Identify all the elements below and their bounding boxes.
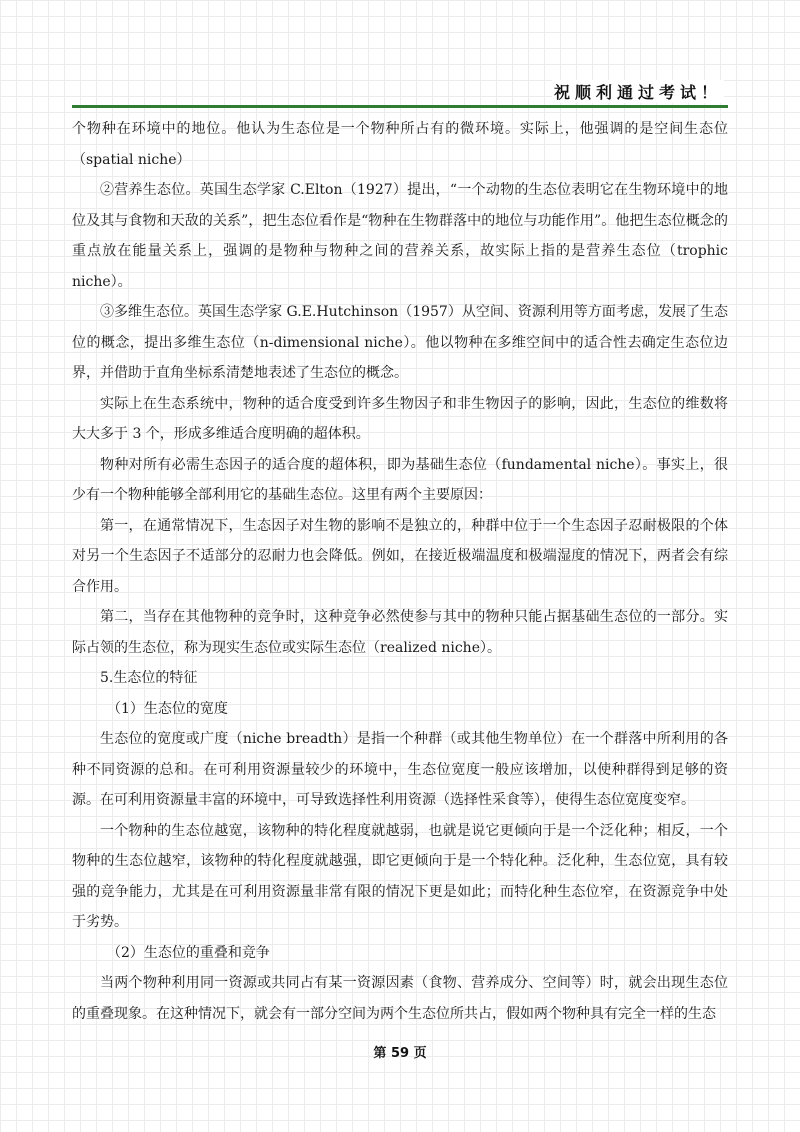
subheading-niche-breadth: （1）生态位的宽度 (107, 700, 228, 717)
paragraph-trophic-niche: ②营养生态位。英国生态学家 C.Elton（1927）提出，“一个动物的生态位表明它在生物环境中的地位及其与食物和天敌的关系”，把生态位看作是“物种在生物群落中的地位与功能作用”。他把生态位概念的重点放在能量关系上，强调的是物种与物种之间的营养关系，故实际上指的是营养生态位（trophic niche）。 (72, 182, 728, 290)
paragraph-generalist-specialist: 一个物种的生态位越宽，该物种的特化程度就越弱，也就是说它更倾向于是一个泛化种；相反，一个物种的生态位越窄，该物种的特化程度就越强，即它更倾向于是一个特化种。泛化种，生态位宽，具有较强的竞争能力，尤其是在可利用资源量非常有限的情况下更是如此；而特化种生态位窄，在资源竞争中处于劣势。 (72, 822, 728, 930)
header-motto: 祝顺利通过考试！ (552, 80, 724, 103)
paragraph-hypervolume: 实际上在生态系统中，物种的适合度受到许多生物因子和非生物因子的影响，因此，生态位的维数将大大多于 3 个，形成多维适合度明确的超体积。 (72, 395, 728, 442)
paragraph-continuation: 个物种在环境中的地位。他认为生态位是一个物种所占有的微环境。实际上，他强调的是空间生态位（spatial niche） (72, 121, 728, 168)
paragraph-reason-two: 第二，当存在其他物种的竞争时，这种竞争必然使参与其中的物种只能占据基础生态位的一部分。实际占领的生态位，称为现实生态位或实际生态位（realized niche）。 (72, 609, 728, 656)
page-number: 第 59 页 (373, 1046, 427, 1061)
paragraph-fundamental-niche: 物种对所有必需生态因子的适合度的超体积，即为基础生态位（fundamental niche）。事实上，很少有一个物种能够全部利用它的基础生态位。这里有两个主要原因： (72, 456, 728, 503)
paragraph-niche-overlap: 当两个物种利用同一资源或共同占有某一资源因素（食物、营养成分、空间等）时，就会出现生态位的重叠现象。在这种情况下，就会有一部分空间为两个生态位所共占，假如两个物种具有完全一样的生态 (72, 975, 728, 1022)
subheading-niche-overlap: （2）生态位的重叠和竞争 (107, 944, 270, 961)
section-heading-niche-features: 5.生态位的特征 (100, 670, 198, 686)
paragraph-multidimensional-niche: ③多维生态位。英国生态学家 G.E.Hutchinson（1957）从空间、资源利用等方面考虑，发展了生态位的概念，提出多维生态位（n-dimensional niche）。他以物种在多维空间中的适合性去确定生态位边界，并借助于直角坐标系清楚地表述了生态位的概念。 (72, 304, 728, 381)
paragraph-niche-breadth: 生态位的宽度或广度（niche breadth）是指一个种群（或其他生物单位）在一个群落中所利用的各种不同资源的总和。在可利用资源量较少的环境中，生态位宽度一般应该增加，以使种群得到足够的资源。在可利用资源量丰富的环境中，可导致选择性利用资源（选择性采食等），使得生态位宽度变窄。 (72, 731, 728, 808)
paragraph-reason-one: 第一，在通常情况下，生态因子对生物的影响不是独立的，种群中位于一个生态因子忍耐极限的个体对另一个生态因子不适部分的忍耐力也会降低。例如，在接近极端温度和极端湿度的情况下，两者会有综合作用。 (72, 517, 728, 595)
document-body (72, 114, 728, 1029)
header-divider (72, 105, 728, 108)
